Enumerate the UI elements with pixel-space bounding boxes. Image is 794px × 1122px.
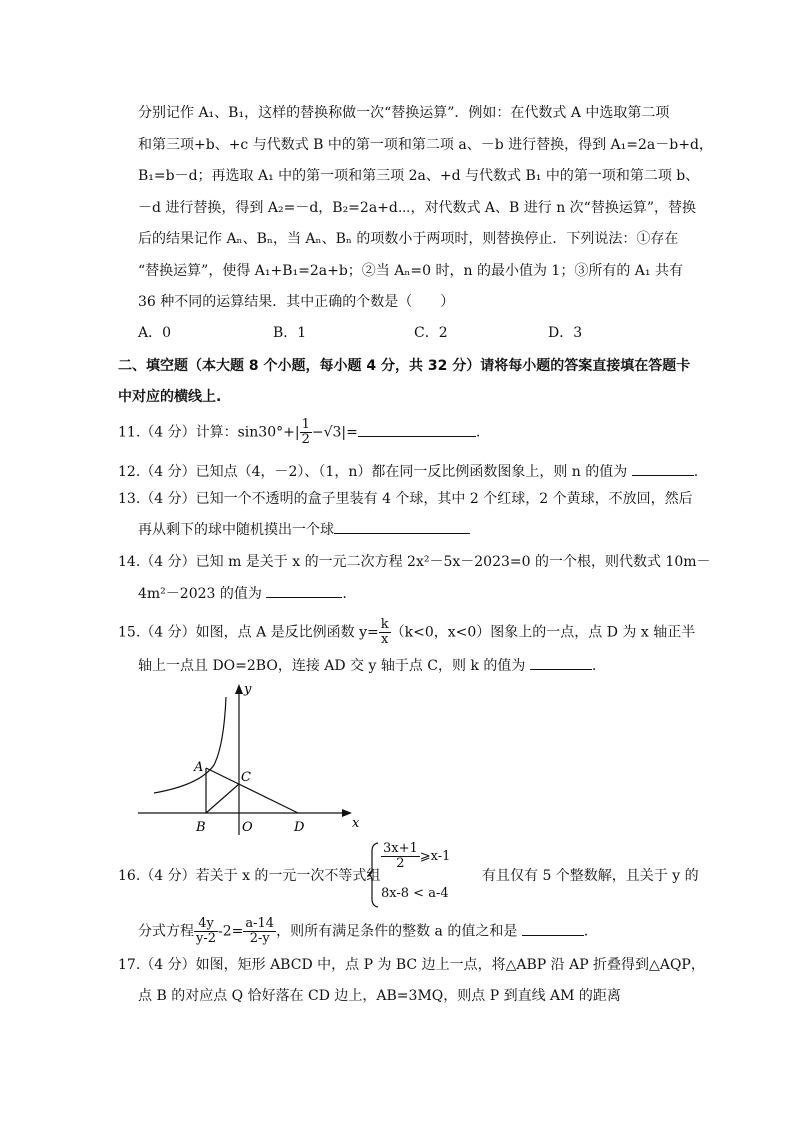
q15-line-1 [118,618,695,647]
segment-ad [206,768,298,813]
q11-frac-den: 2 [301,432,310,447]
q16-minus2: -2= [218,923,244,940]
q16-frac-1 [194,917,218,946]
q16-line-2 [138,917,588,946]
q15-line-2 [138,655,596,676]
q17-line-2: 点 B 的对应点 Q 恰好落在 CD 边上，AB=3MQ，则点 P 到直线 AM 的距离 [138,988,621,1004]
q16-ineq1-den: 2 [396,856,405,871]
x-axis-arrow [342,809,352,817]
q16-line2-prefix: 分式方程 [138,923,194,940]
q16-f2-num: a-14 [245,916,275,931]
q10-line-3: B₁=b－d；再选取 A₁ 中的第一项和第三项 2a、+d 与代数式 B₁ 中的第一项和第二项 b、 [138,168,700,184]
q16-f2-den: 2-y [249,931,270,946]
label-d: D [294,820,305,835]
brace-icon [367,842,379,908]
q12-answer-blank[interactable] [632,461,694,476]
q12-text: 12.（4 分）已知点（4，－2）、（1，n）都在同一反比例函数图象上，则 n 的值为 [118,464,628,480]
q15-suffix: （k<0，x<0）图象上的一点，点 D 为 x 轴正半 [390,624,696,641]
q15-fraction [379,618,391,647]
q16-suffix: 有且仅有 5 个整数解，且关于 y 的 [482,868,699,884]
section-heading: 二、填空题（本大题 8 个小题，每小题 4 分，共 32 分）请将每小题的答案直接填在答题卡 [118,358,691,374]
label-o: O [242,820,253,835]
q16-ineq-1 [381,842,450,871]
q16-f1-num: 4y [194,917,218,932]
q10-line-1: 分别记作 A₁、B₁，这样的替换称做一次“替换运算”．例如：在代数式 A 中选取第二项 [138,105,670,121]
segment-bc [206,784,239,813]
q14-answer-blank[interactable] [266,583,342,598]
q14-line-2 [138,583,347,604]
q13-line-1: 13.（4 分）已知一个不透明的盒子里装有 4 个球，其中 2 个红球，2 个黄球，不放回，然后 [118,491,693,507]
label-c: C [241,770,251,785]
q14-text: 4m²－2023 的值为 [138,586,262,602]
q15-text: 轴上一点且 DO=2BO，连接 AD 交 y 轴于点 C，则 k 的值为 [138,658,526,674]
q10-line-2: 和第三项+b、+c 与代数式 B 中的第一项和第二项 a、－b 进行替换，得到 A₁=2a－b+d， [138,137,713,153]
q11-mid: −√3|= [311,424,358,441]
q14-line-1: 14.（4 分）已知 m 是关于 x 的一元二次方程 2x²－5x－2023=0 的一个根，则代数式 10m－ [118,554,711,570]
q16-prefix: 16.（4 分）若关于 x 的一元一次不等式组 [118,868,381,884]
q16-line2-suffix: ，则所有满足条件的整数 a 的值之和是 [276,923,518,940]
q15-frac-num: k [380,617,389,632]
q15-frac-den: x [381,632,389,647]
q16-ineq-2: 8x-8 < a-4 [381,886,449,901]
label-a: A [194,760,204,775]
q16-end: . [583,923,589,940]
q11-answer-blank[interactable] [358,422,476,437]
q10-option-b: B．1 [273,325,307,341]
q16-ineq1-rest: ⩾x-1 [419,849,451,864]
q13-line-2 [138,519,470,540]
q17-line-1: 17.（4 分）如图，矩形 ABCD 中，点 P 为 BC 边上一点，将△ABP 沿 AP 折叠得到△AQP， [118,957,705,973]
label-y: y [244,682,252,697]
q14-end: . [342,586,347,602]
label-x: x [352,816,360,831]
q16-ineq1-fraction [381,842,420,871]
q10-option-d: D．3 [548,325,583,341]
q11-prefix: 11.（4 分）计算：sin30°+| [118,424,300,441]
q10-option-a: A．0 [138,325,172,341]
hyperbola-curve [154,697,226,793]
section-heading-2: 中对应的横线上. [118,389,222,405]
q16-inequality-system [367,842,482,908]
q10-line-6: “替换运算”，使得 A₁+B₁=2a+b；②当 Aₙ=0 时，n 的最小值为 1；③所有的 A₁ 共有 [138,263,683,279]
q15-end: . [591,658,597,674]
q16-ineq1-num: 3x+1 [383,841,418,856]
q11-frac-num: 1 [301,417,310,432]
q10-option-c: C．2 [414,325,448,341]
q15-answer-blank[interactable] [530,655,592,670]
q11-end: . [475,424,481,441]
q11-fraction [300,418,312,447]
label-b: B [196,820,206,835]
q16-answer-blank[interactable] [522,921,584,936]
q15-prefix: 15.（4 分）如图，点 A 是反比例函数 y= [118,624,379,641]
y-axis-arrow [235,684,243,694]
q13-text: 再从剩下的球中随机摸出一个球 [138,522,334,538]
q12 [118,461,698,482]
q10-line-7: 36 种不同的运算结果．其中正确的个数是（ ） [138,294,455,310]
q16-f1-den: y-2 [196,931,217,946]
q13-answer-blank[interactable] [334,519,470,534]
q16-frac-2 [243,917,276,946]
q10-line-5: 后的结果记作 Aₙ、Bₙ，当 Aₙ、Bₙ 的项数小于两项时，则替换停止．下列说法：①存在 [138,231,679,247]
q12-end: . [693,464,699,480]
q11 [118,418,480,447]
q10-line-4: －d 进行替换，得到 A₂=－d，B₂=2a+d⋯，对代数式 A、B 进行 n 次“替换运算”，替换 [138,200,696,216]
q15-figure [130,675,370,840]
